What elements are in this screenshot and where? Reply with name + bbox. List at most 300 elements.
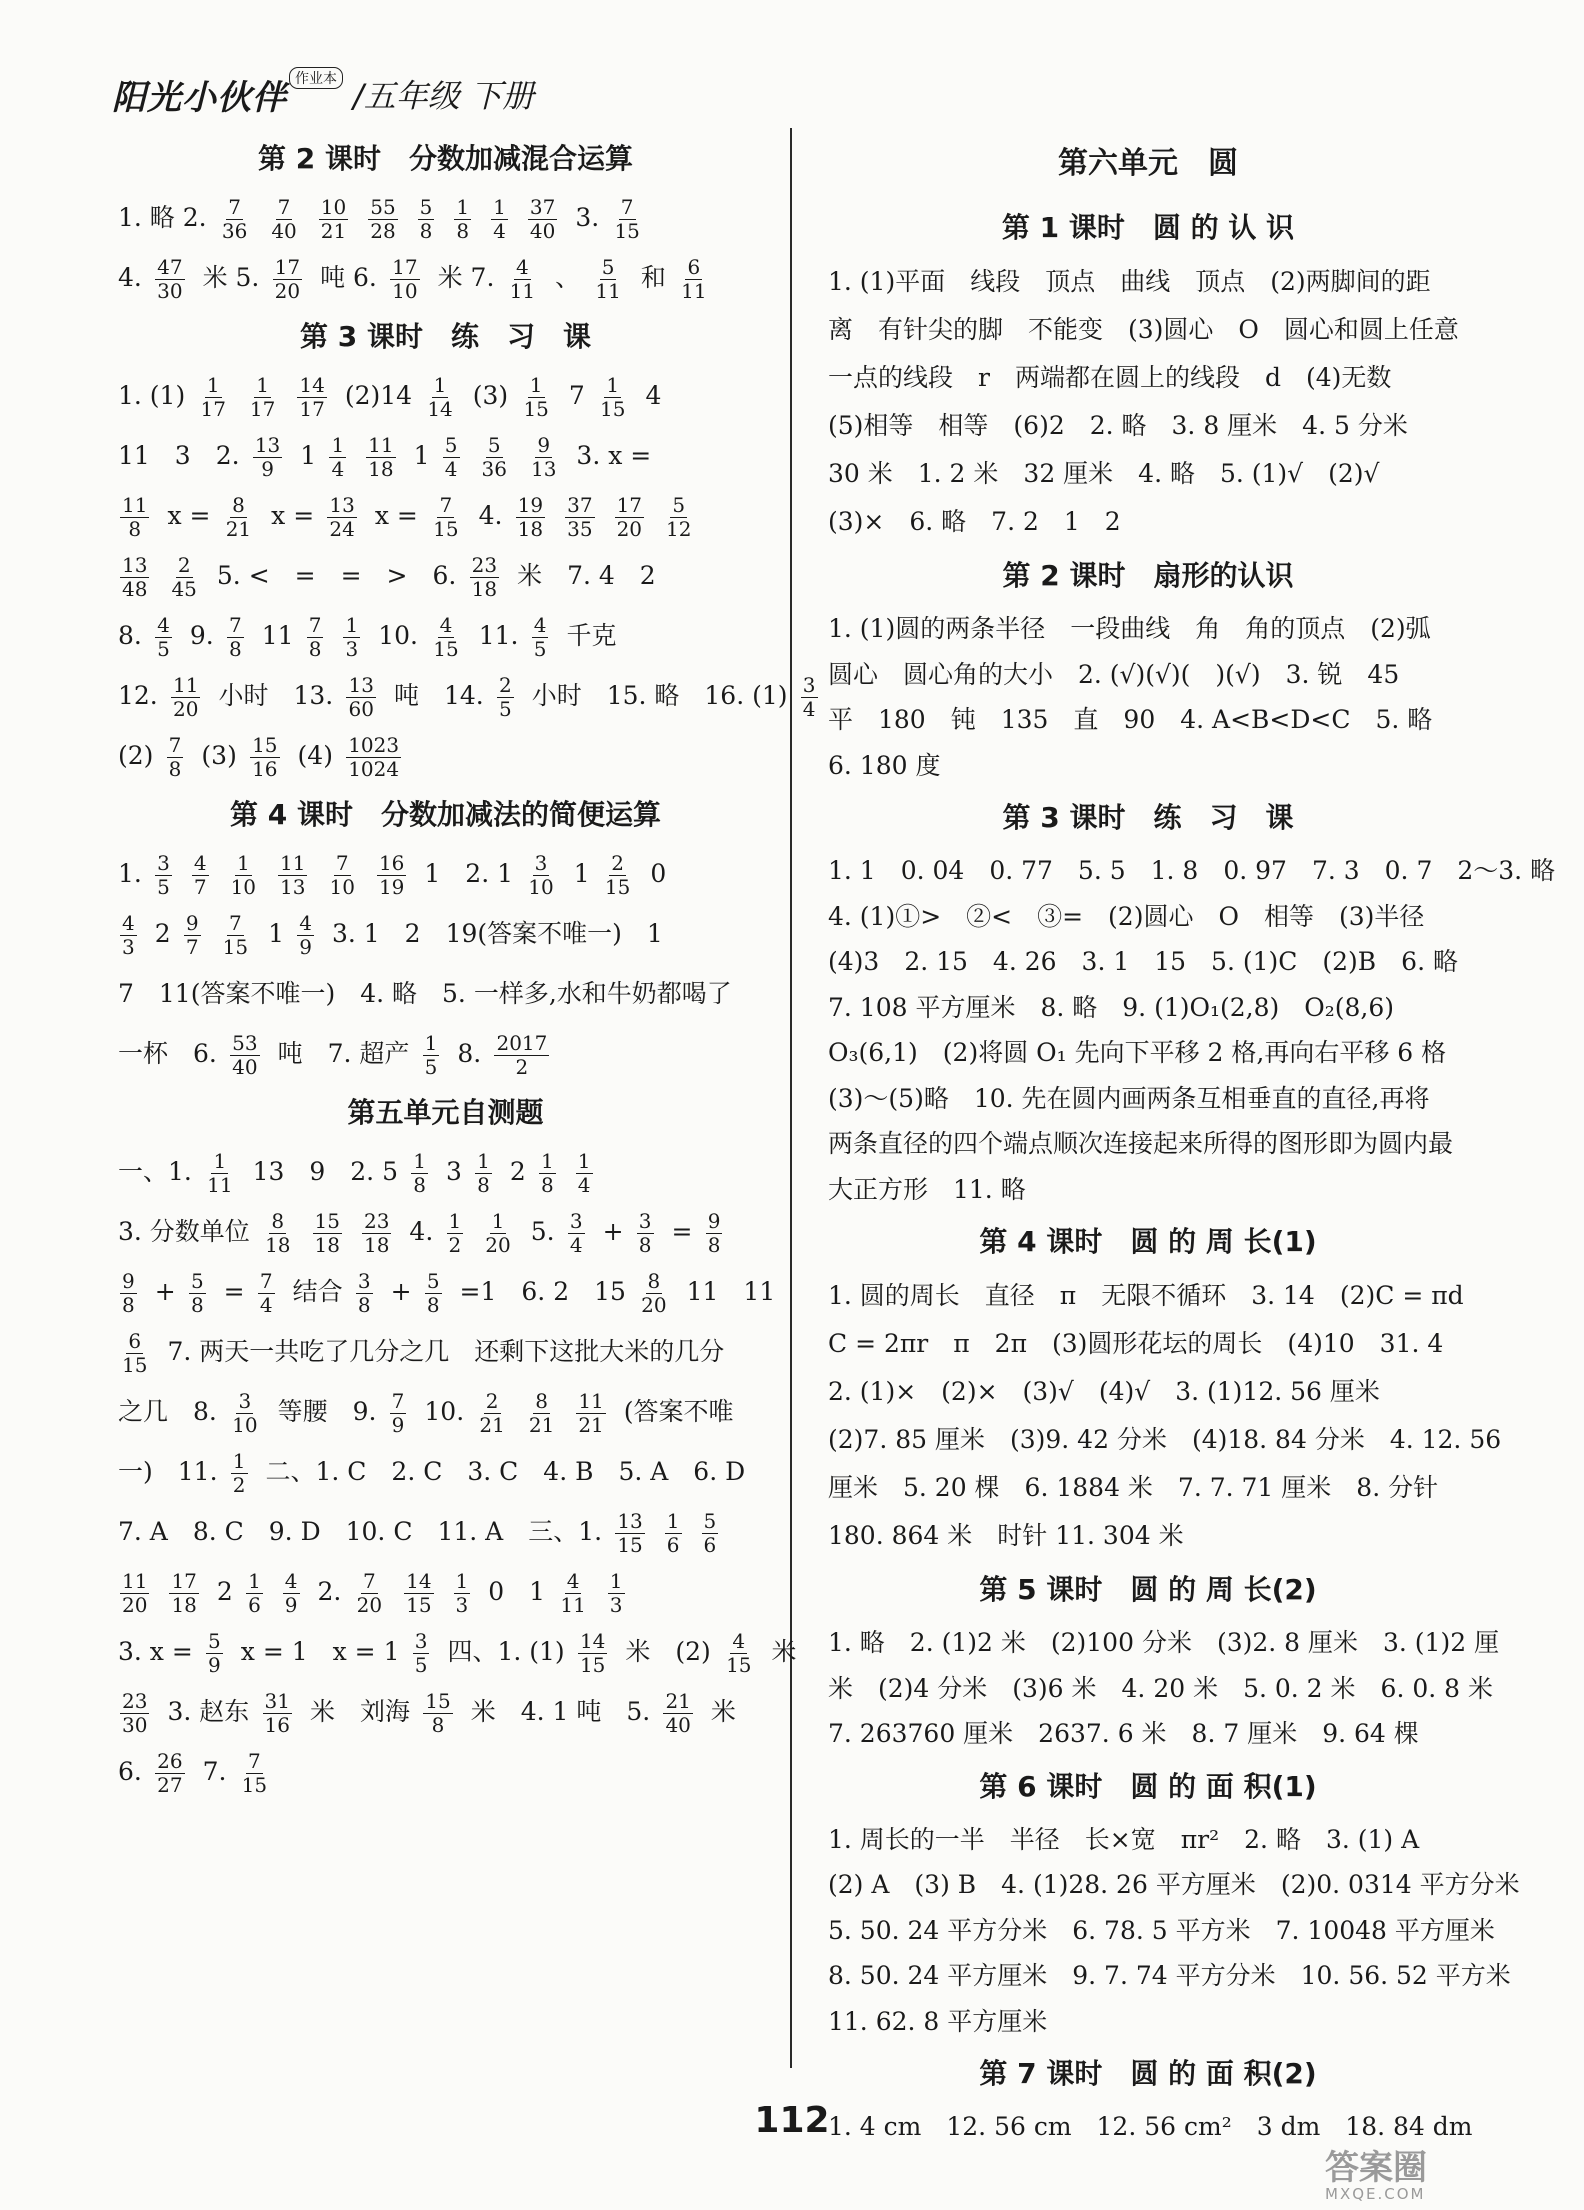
fraction [532,614,558,661]
denominator: 8 [190,1293,204,1317]
denominator: 21 [320,219,347,243]
fraction [240,1750,278,1797]
right-column [828,130,1556,2150]
fraction [516,494,554,541]
brand-tag: 作业本 [289,67,343,89]
denominator: 40 [232,1055,258,1079]
denominator: 12 [666,517,692,541]
numerator: 1 [455,1569,469,1593]
answer-text: 一) 11. [118,1457,218,1486]
answer-text: 两条直径的四个端点顺次连接起来所得的图形即为圆内最 [828,1129,1454,1158]
fraction [527,1390,565,1437]
answer-text: 1. (1)圆的两条半径 一段曲线 角 角的顶点 (2)弧 [828,614,1431,643]
fraction [198,374,236,421]
numerator: 5 [703,1509,717,1533]
answer-text: 米 (2) [625,1637,711,1666]
numerator: 1 [529,373,543,397]
fraction [593,256,631,303]
numerator: 1 [413,1149,426,1173]
fraction [558,1570,596,1617]
answer-text: 6. [118,1757,142,1786]
numerator: 4 [533,613,547,637]
fraction [598,374,636,421]
denominator: 15 [523,397,549,421]
left-column [118,130,816,1802]
answer-text: (3)× 6. 略 7. 2 1 2 [828,507,1121,536]
answer-line [828,1908,1495,1954]
answer-text: 4 [645,381,662,410]
answer-line [118,486,773,546]
numerator: 31 [264,1689,290,1713]
denominator: 16 [264,1713,290,1737]
answer-line [118,1502,773,1562]
fraction [343,614,369,661]
answer-text: 8. [457,1039,482,1068]
book-header [112,70,534,118]
fraction [356,1270,382,1317]
answer-text: x = [271,501,315,530]
answer-text: x = [167,501,211,530]
answer-text: 1. (1)平面 线段 顶点 曲线 顶点 (2)两脚间的距 [828,267,1431,296]
answer-text: 平 180 钝 135 直 90 4. A<B<D<C 5. 略 [828,705,1433,734]
fraction [663,1690,701,1737]
denominator: 2 [232,1473,246,1497]
answer-text: 7. A 8. C 9. D 10. C 11. A 三、1. [118,1517,603,1546]
fraction [329,434,355,481]
answer-text: + [390,1277,412,1306]
fraction [120,554,158,601]
numerator: 5 [208,1629,221,1653]
numerator: 26 [157,1749,183,1773]
numerator: 2 [177,553,191,577]
denominator: 18 [363,1233,390,1257]
answer-line [118,1622,797,1682]
answer-line [828,652,1468,698]
denominator: 15 [579,1653,606,1677]
numerator: 15 [314,1209,340,1233]
denominator: 20 [122,1593,148,1617]
answer-text: 11. 62. 8 平方厘米 [828,2006,1048,2036]
numerator: 1 [232,1449,246,1473]
answer-text: 13 9 2. 5 [252,1157,398,1186]
fraction [253,434,291,481]
answer-text: 0 1 [488,1577,546,1606]
fraction [224,494,262,541]
denominator: 40 [665,1713,691,1737]
answer-line [118,1262,776,1322]
fraction [307,614,333,661]
answer-line [118,426,773,486]
answer-text: 9. [189,621,214,650]
fraction [171,674,209,721]
numerator: 3 [357,1269,371,1293]
answer-text: 和 [640,263,666,292]
denominator: 11 [509,279,536,303]
answer-text: + [154,1277,176,1306]
answer-text: 米 [771,1637,797,1666]
fraction [475,1150,501,1197]
denominator: 36 [221,219,248,243]
answer-line [828,848,1556,894]
denominator: 9 [299,935,312,959]
answer-line [828,1711,1468,1757]
fraction [221,912,259,959]
fraction [425,1270,451,1317]
column-divider [790,128,792,2068]
numerator: 13 [254,433,281,457]
fraction [425,374,463,421]
denominator: 6 [248,1593,261,1617]
answer-text: 四、1. (1) [447,1637,565,1666]
numerator: 1 [491,1209,505,1233]
denominator: 8 [638,1233,652,1257]
answer-text: 结合 [292,1277,343,1306]
answer-text: 1. 周长的一半 半径 长×宽 πr² 2. 略 3. (1) A [828,1824,1420,1854]
fraction [230,1390,268,1437]
denominator: 18 [517,517,544,541]
answer-line [828,697,1468,743]
answer-text: (2) A (3) B 4. (1)28. 26 平方厘米 (2)0. 0314 平方分米 [828,1870,1520,1899]
answer-text: 离 有针尖的脚 不能变 (3)圆心 O 圆心和圆上任意 [828,315,1459,344]
denominator: 40 [271,219,297,243]
denominator: 15 [600,397,626,421]
numerator: 4 [516,255,529,279]
answer-text: 1. 略 2. (1)2 米 (2)100 分米 (3)2. 8 厘米 3. (1)2 厘 [828,1628,1500,1657]
denominator: 13 [280,875,306,899]
numerator: 3 [534,851,548,875]
answer-text: 5. < = = > 6. [216,561,457,590]
denominator: 8 [308,637,322,661]
numerator: 3 [638,1209,652,1233]
denominator: 15 [614,219,640,243]
denominator: 14 [427,397,453,421]
numerator: 6 [687,255,701,279]
denominator: 13 [530,457,557,481]
answer-text: 厘米 5. 20 棵 6. 1884 米 7. 7. 71 厘米 8. 分针 [828,1473,1439,1502]
answer-line [828,1817,1468,1863]
numerator: 7 [277,195,291,219]
denominator: 45 [171,577,197,601]
fraction [724,1630,762,1677]
answer-text: 11. [478,621,519,650]
numerator: 47 [157,255,183,279]
denominator: 8 [228,637,242,661]
fraction [612,196,650,243]
numerator: 23 [471,553,498,577]
answer-text: 、 [555,263,581,292]
denominator: 8 [168,757,182,781]
fraction [220,196,258,243]
fraction [120,494,158,541]
numerator: 37 [567,493,593,517]
denominator: 4 [493,219,506,243]
fraction [155,614,181,661]
denominator: 15 [241,1773,268,1797]
numerator: 1 [345,613,359,637]
fraction [639,1270,677,1317]
denominator: 18 [265,1233,291,1257]
numerator: 1 [609,1569,623,1593]
answer-text: + [602,1217,624,1246]
numerator: 7 [228,613,242,637]
watermark-logo [1325,2150,1427,2202]
answer-text: 0 [650,859,667,888]
answer-text: 2. (1)× (2)× (3)√ (4)√ 3. (1)12. 56 厘米 [828,1377,1380,1406]
answer-text: 1 [413,441,430,470]
fraction [120,1270,146,1317]
numerator: 6 [128,1329,142,1353]
fraction [297,912,323,959]
answer-text: 米 5. [202,263,260,292]
numerator: 7 [248,1749,261,1773]
fraction [431,614,469,661]
numerator: 11 [122,1569,148,1593]
numerator: 1 [448,1209,462,1233]
numerator: 15 [425,1689,451,1713]
fraction [447,1210,473,1257]
answer-text: 3. 1 2 19(答案不唯一) 1 [331,919,663,948]
answer-line [828,1167,1468,1213]
fraction [679,256,717,303]
answer-text: 米 7. 4 2 [517,561,656,590]
fraction [346,734,410,781]
fraction [263,1210,301,1257]
denominator: 2 [448,1233,462,1257]
numerator: 4 [193,851,207,875]
answer-text: (2)14 [344,381,413,410]
denominator: 9 [208,1653,221,1677]
denominator: 20 [356,1593,383,1617]
section-title: 第 3 课时 练 习 课 [1002,801,1294,834]
fraction [390,256,428,303]
denominator: 11 [207,1173,233,1197]
numerator: 9 [707,1209,721,1233]
numerator: 7 [620,195,634,219]
answer-line [118,366,773,426]
answer-text: 1 2. 1 [424,859,514,888]
denominator: 17 [200,397,226,421]
denominator: 4 [259,1293,273,1317]
denominator: 1024 [348,757,400,781]
fraction [120,1330,158,1377]
answer-text: 3. [575,203,600,232]
answer-text: 4. (1)①> ②< ③= (2)圆心 O 相等 (3)半径 [828,901,1425,931]
watermark-url: MXQE.COM [1325,2185,1426,2203]
answer-line [118,1382,773,1442]
numerator: 8 [647,1269,661,1293]
numerator: 7 [335,851,349,875]
numerator: 19 [517,493,544,517]
fraction [470,554,508,601]
numerator: 5 [444,433,458,457]
answer-text: 1. 1 0. 04 0. 77 5. 5 1. 8 0. 97 7. 3 0. 7 2～3. 略 [828,856,1556,885]
denominator: 35 [567,517,593,541]
fraction [120,1570,158,1617]
answer-line [118,904,773,964]
numerator: 3 [569,1209,583,1233]
denominator: 8 [419,219,433,243]
fraction [480,434,518,481]
section-title: 第 2 课时 分数加减混合运算 [258,142,633,175]
answer-text: 1. 略 2. [118,203,207,232]
numerator: 8 [271,1209,285,1233]
numerator: 4 [439,613,453,637]
fraction [355,1570,393,1617]
answer-line [828,1999,1468,2045]
numerator: 4 [299,911,312,935]
numerator: 5 [190,1269,204,1293]
numerator: 1 [577,1149,591,1173]
denominator: 8 [413,1173,426,1197]
fraction [120,1690,158,1737]
section-title: 第 4 课时 圆 的 周 长(1) [979,1225,1317,1258]
fraction [155,1750,193,1797]
fraction [169,554,207,601]
answer-text: 米 [710,1697,736,1726]
fraction [206,1630,232,1677]
answer-text: 米 4. 1 吨 5. [470,1697,651,1726]
numerator: 3 [414,1629,428,1653]
numerator: 7 [439,493,453,517]
denominator: 18 [368,457,394,481]
answer-text: 吨 6. [320,263,377,292]
fraction [366,434,404,481]
fraction [615,1510,653,1557]
fraction [483,1210,521,1257]
numerator: 13 [617,1509,643,1533]
section-title: 第 1 课时 圆 的 认 识 [1001,211,1295,244]
answer-line [118,248,773,308]
numerator: 2 [611,851,624,875]
answer-line [118,1024,773,1084]
answer-text: 3. 赵东 [167,1697,250,1726]
answer-text: 1. [118,859,142,888]
fraction [189,1270,215,1317]
denominator: 5 [533,637,547,661]
numerator: 16 [378,851,405,875]
answer-text: 7. 108 平方厘米 8. 略 9. (1)O₁(2,8) O₂(8,6) [828,992,1395,1022]
answer-text: (5)相等 相等 (6)2 2. 略 3. 8 厘米 4. 5 分米 [828,411,1408,440]
numerator: 1 [456,195,470,219]
answer-text: = [223,1277,245,1306]
numerator: 11 [280,851,306,875]
denominator: 4 [444,457,458,481]
numerator: 14 [579,1629,606,1653]
numerator: 7 [308,613,322,637]
denominator: 20 [173,697,199,721]
answer-line [828,1666,1493,1712]
numerator: 4 [732,1629,746,1653]
section-title: 第 6 课时 圆 的 面 积(1) [979,1769,1317,1803]
fraction [494,1032,558,1079]
answer-line [118,546,773,606]
numerator: 17 [274,255,301,279]
fraction [418,196,444,243]
answer-line [828,2104,1473,2150]
denominator: 8 [128,517,142,541]
answer-line [118,188,773,248]
denominator: 16 [252,757,278,781]
numerator: 11 [173,673,199,697]
answer-line [118,666,816,726]
numerator: 11 [578,1389,604,1413]
denominator: 20 [485,1233,511,1257]
fraction [431,494,469,541]
denominator: 8 [541,1173,554,1197]
numerator: 5 [426,1269,440,1293]
denominator: 18 [471,577,498,601]
numerator: 1 [606,373,620,397]
denominator: 6 [703,1533,717,1557]
numerator: 2 [485,1389,499,1413]
denominator: 21 [578,1413,604,1437]
denominator: 4 [802,697,816,721]
fraction [608,1570,634,1617]
answer-text: 10. [378,621,418,650]
fraction [368,196,406,243]
answer-text: 小时 13. [218,681,334,710]
answer-text: 千克 [566,621,617,650]
answer-text: 7 [568,381,585,410]
answer-text: (3) [472,381,509,410]
fraction [263,1690,301,1737]
answer-line [828,1320,1468,1368]
numerator: 14 [406,1569,432,1593]
denominator: 15 [122,1353,148,1377]
answer-line [118,726,773,786]
denominator: 21 [479,1413,505,1437]
answer-text: 6. 180 度 [828,750,941,780]
answer-text: 2 [154,919,171,948]
section-title: 第 7 课时 圆 的 面 积(2) [979,2057,1317,2090]
fraction [192,852,218,899]
denominator: 20 [641,1293,667,1317]
fraction [665,1510,691,1557]
answer-line [828,1862,1520,1908]
fraction [248,374,286,421]
denominator: 9 [284,1593,298,1617]
fraction [702,1510,728,1557]
numerator: 21 [665,1689,691,1713]
fraction [278,852,316,899]
answer-text: 一杯 6. [118,1039,217,1068]
answer-line [828,1416,1502,1464]
answer-text: O₃(6,1) (2)将圆 O₁ 先向下平移 2 格,再向右平移 6 格 [828,1038,1447,1067]
answer-text: 米 7. [437,263,495,292]
fraction [576,1150,602,1197]
numerator: 1 [213,1149,227,1173]
numerator: 1 [248,1569,261,1593]
answer-text: 8. 50. 24 平方厘米 9. 7. 74 平方分米 10. 56. 52 平方米 [828,1961,1511,1990]
numerator: 1 [331,433,345,457]
answer-text: =1 6. 2 15 [459,1277,626,1306]
answer-text: 7. 263760 厘米 2637. 6 米 8. 7 厘米 9. 64 棵 [828,1719,1419,1748]
fraction [155,852,181,899]
answer-text: 11 11 [686,1277,776,1306]
fraction [423,1690,461,1737]
answer-text: 5. [530,1217,555,1246]
answer-text: 米 (2)4 分米 (3)6 米 4. 20 米 5. 0. 2 米 6. 0. 8 米 [828,1673,1493,1703]
denominator: 24 [329,517,355,541]
denominator: 8 [707,1233,721,1257]
denominator: 5 [424,1055,438,1079]
numerator: 1 [433,373,447,397]
answer-text: 1 [573,859,590,888]
denominator: 15 [222,935,249,959]
answer-line [828,258,1468,306]
fraction [167,734,193,781]
denominator: 15 [604,875,631,899]
